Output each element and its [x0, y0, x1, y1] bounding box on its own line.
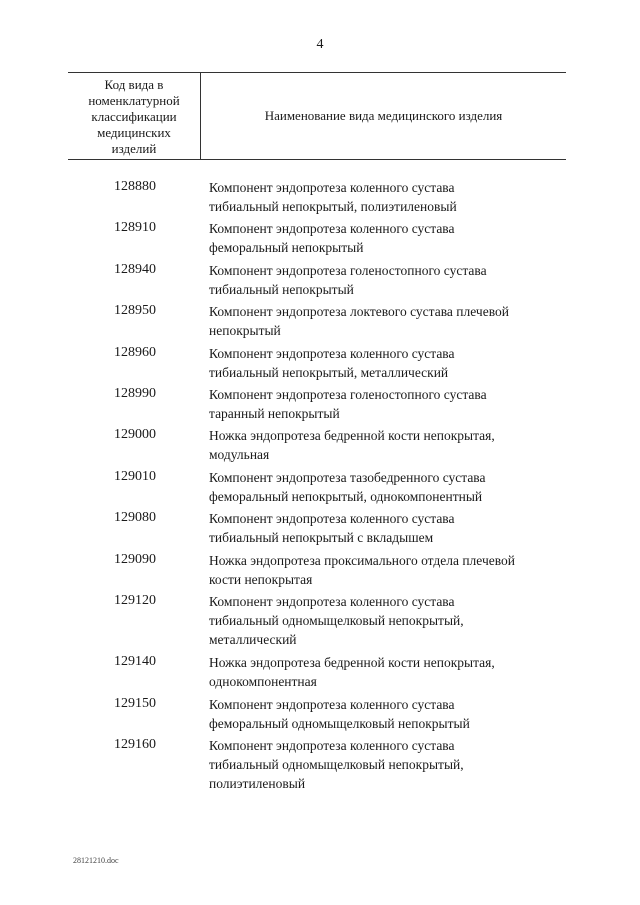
- row-name-line: феморальный непокрытый: [209, 240, 364, 256]
- row-name: [168, 426, 528, 464]
- row-name-line: Компонент эндопротеза коленного сустава: [209, 738, 455, 754]
- row-name-line: полиэтиленовый: [209, 776, 306, 792]
- row-name-line: Компонент эндопротеза голеностопного сустава: [209, 386, 487, 402]
- row-code: 128990: [114, 385, 156, 401]
- table-row: [0, 219, 640, 260]
- row-name-line: Компонент эндопротеза коленного сустава: [209, 345, 455, 361]
- row-name-line: феморальный одномыщелковый непокрытый: [209, 715, 470, 731]
- row-name: [168, 261, 528, 299]
- table-row: [0, 736, 640, 797]
- row-code: 128940: [114, 261, 156, 277]
- row-name-line: модульная: [209, 447, 270, 463]
- table-row: [0, 653, 640, 694]
- table-row: [0, 695, 640, 736]
- header-code-column: [68, 77, 200, 157]
- row-name: [168, 219, 528, 257]
- row-name-line: Компонент эндопротеза коленного сустава: [209, 221, 455, 237]
- row-name-line: Компонент эндопротеза тазобедренного сустава: [209, 469, 486, 485]
- page-number: 4: [316, 37, 324, 52]
- row-code: 128960: [114, 344, 156, 360]
- row-name-line: Компонент эндопротеза коленного сустава: [209, 180, 455, 195]
- row-name: [168, 736, 528, 793]
- row-code: 129090: [114, 551, 156, 567]
- row-code: 129080: [114, 510, 156, 526]
- row-name: [168, 302, 528, 340]
- row-code: 129140: [114, 654, 156, 670]
- row-name: [168, 592, 528, 649]
- row-name: [168, 551, 528, 589]
- row-name: [168, 509, 528, 547]
- table-row: [0, 592, 640, 653]
- row-name: [168, 653, 528, 691]
- table-body: [0, 178, 640, 797]
- row-name-line: кости непокрытая: [209, 571, 313, 587]
- row-name-line: тибиальный одномыщелковый непокрытый,: [209, 757, 464, 773]
- row-name: [168, 385, 528, 423]
- header-code-line: изделий: [111, 141, 157, 156]
- table-row: [0, 302, 640, 343]
- row-name-line: Компонент эндопротеза коленного сустава: [209, 511, 455, 527]
- row-code: 128950: [114, 303, 156, 319]
- row-name-line: Компонент эндопротеза локтевого сустава плечевой: [209, 304, 509, 320]
- row-name-line: Компонент эндопротеза коленного сустава: [209, 696, 455, 712]
- row-name-line: феморальный непокрытый, однокомпонентный: [209, 488, 483, 504]
- table-row: [0, 509, 640, 550]
- table-row: [0, 551, 640, 592]
- row-name: [168, 468, 528, 506]
- table-row: [0, 178, 640, 219]
- row-name-line: таранный непокрытый: [209, 405, 340, 421]
- row-name-line: тибиальный непокрытый, металлический: [209, 364, 449, 380]
- header-code-line: классификации: [91, 109, 177, 124]
- row-name-line: однокомпонентная: [209, 674, 317, 690]
- header-code-line: номенклатурной: [88, 93, 180, 108]
- row-code: 129150: [114, 695, 156, 711]
- row-name-line: Компонент эндопротеза коленного сустава: [209, 593, 455, 609]
- header-name-column: Наименование вида медицинского изделия: [264, 108, 503, 123]
- row-name-line: тибиальный непокрытый: [209, 281, 354, 297]
- table-row: [0, 468, 640, 509]
- row-name-line: тибиальный непокрытый с вкладышем: [209, 530, 434, 546]
- row-name-line: непокрытый: [209, 323, 281, 339]
- row-name-line: Ножка эндопротеза проксимального отдела плечевой: [209, 552, 515, 568]
- row-name: [168, 695, 528, 733]
- table-row: [0, 261, 640, 302]
- row-code: 128910: [114, 220, 156, 236]
- document-filename: 28121210.doc: [73, 856, 119, 865]
- row-code: 129010: [114, 468, 156, 484]
- header-code-line: медицинских: [97, 125, 171, 140]
- header-code-line: Код вида в: [104, 77, 164, 92]
- row-code: 129120: [114, 592, 156, 608]
- row-name-line: Компонент эндопротеза голеностопного сустава: [209, 262, 487, 278]
- row-code: 128880: [114, 179, 156, 194]
- row-name-line: тибиальный непокрытый, полиэтиленовый: [209, 199, 457, 214]
- row-code: 129000: [114, 427, 156, 443]
- row-code: 129160: [114, 737, 156, 753]
- row-name-line: Ножка эндопротеза бедренной кости непокрытая,: [209, 428, 495, 444]
- row-name-line: Ножка эндопротеза бедренной кости непокрытая,: [209, 655, 495, 671]
- table-row: [0, 426, 640, 467]
- row-name-line: тибиальный одномыщелковый непокрытый,: [209, 612, 464, 628]
- table-row: [0, 344, 640, 385]
- table-header: [68, 72, 566, 160]
- row-name-line: металлический: [209, 631, 297, 647]
- table-row: [0, 385, 640, 426]
- row-name: [168, 178, 528, 216]
- row-name: [168, 344, 528, 382]
